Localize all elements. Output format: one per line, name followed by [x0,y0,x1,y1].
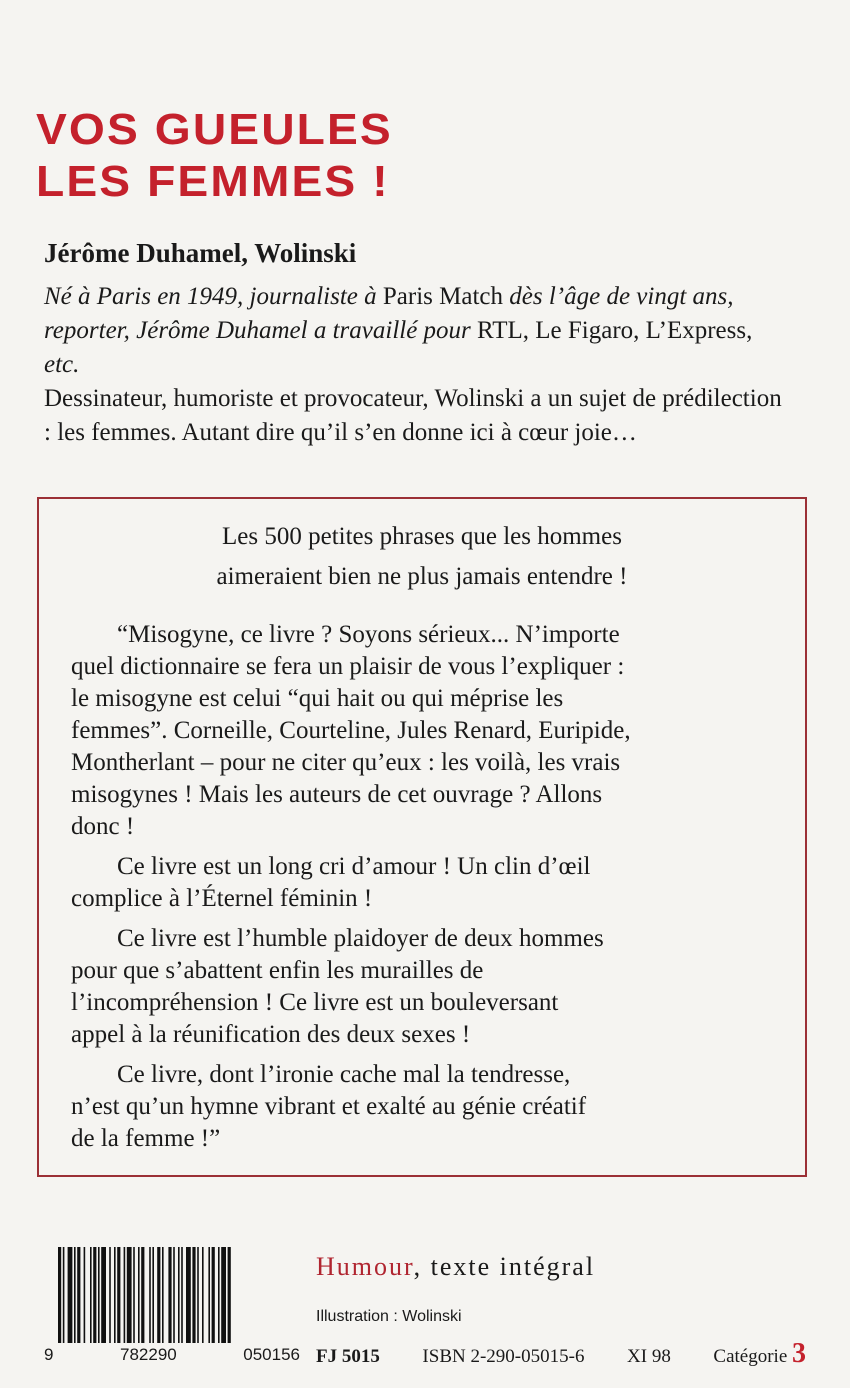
date-code: XI 98 [627,1346,671,1367]
genre-rest: , texte intégral [413,1252,596,1281]
barcode-digit-group: 9 [44,1345,54,1364]
barcode-bar [186,1247,191,1343]
catalog-codes [316,1338,806,1370]
barcode-bar [68,1247,73,1343]
barcode-bar [101,1247,106,1343]
fj-code: FJ 5015 [316,1346,380,1367]
barcode-bar [77,1247,80,1343]
barcode-bar [127,1247,132,1343]
quote-line: appel à la réunification des deux sexes ! [71,1021,471,1048]
bio-wolinski: Dessinateur, humoriste et provocateur, Wolinski a un sujet de prédilection : les femmes. Autant dire qu’il s’en donne ici à cœur joie… [44,385,782,446]
barcode-bar [90,1247,92,1343]
tagline-line: aimeraient bien ne plus jamais entendre ! [216,563,628,590]
genre-humour: Humour [316,1252,414,1281]
barcode-bar [74,1247,76,1343]
barcode-digits [44,1345,300,1365]
quote-line: complice à l’Éternel féminin ! [71,885,373,912]
barcode-bar [117,1247,120,1343]
barcode-bar [84,1247,86,1343]
quote-line: donc ! [71,813,135,840]
quote-line: “Misogyne, ce livre ? Soyons sérieux... N’importe [117,621,620,648]
quote-line: pour que s’abattent enfin les murailles de [71,957,484,984]
barcode-bar [168,1247,171,1343]
barcode-bar [63,1247,65,1343]
category-label: Catégorie [713,1346,788,1367]
quote-line: quel dictionnaire se fera un plaisir de vous l’expliquer : [71,653,625,680]
barcode-bar [58,1247,61,1343]
bio1-seg: Né à Paris en 1949, journaliste à [44,283,383,310]
barcode-bar [181,1247,183,1343]
quote-line: Ce livre, dont l’ironie cache mal la tendresse, [117,1061,571,1088]
quote-line: misogynes ! Mais les auteurs de cet ouvrage ? Allons [71,781,603,808]
quote-line: de la femme !” [71,1125,221,1152]
barcode-bar [173,1247,175,1343]
bio1-seg: etc. [44,351,80,378]
genre-label [316,1252,595,1282]
quote-paragraph [71,923,783,1051]
category [713,1338,806,1370]
barcode-bar [152,1247,154,1343]
blurb-quote [71,619,783,1163]
quote-line: Ce livre est un long cri d’amour ! Un clin d’œil [117,853,591,880]
bio1-seg: RTL, Le Figaro, L’Express, [477,317,753,344]
barcode-bar [218,1247,220,1343]
barcode-bar [221,1247,226,1343]
bio1-seg: Paris Match [382,283,504,310]
quote-line: l’incompréhension ! Ce livre est un bouleversant [71,989,559,1016]
barcode-digit-group: 782290 [120,1345,177,1364]
blurb-box [37,497,807,1177]
book-title [36,104,393,208]
quote-line: Montherlant – pour ne citer qu’eux : les voilà, les vrais [71,749,621,776]
tagline [39,517,805,597]
barcode-digit-group: 050156 [243,1345,300,1364]
quote-paragraph [71,619,783,843]
barcode-bar [138,1247,140,1343]
authors: Jérôme Duhamel, Wolinski [44,238,357,268]
barcode-bar [109,1247,111,1343]
barcode-bar [178,1247,180,1343]
isbn: ISBN 2-290-05015-6 [422,1346,585,1367]
barcode-bar [141,1247,144,1343]
bio1-seg: dès l’âge de vingt ans, reporter, Jérôme Duhamel a travaillé pour [44,283,734,344]
barcode-bar [124,1247,126,1343]
barcode-bar [133,1247,135,1343]
quote-paragraph [71,851,783,915]
quote-paragraph [71,1059,783,1155]
barcode [58,1247,296,1343]
barcode-bar [162,1247,164,1343]
barcode-bar [157,1247,160,1343]
barcode-bar [208,1247,210,1343]
illustration-credit: Illustration : Wolinski [316,1308,462,1325]
barcode-bar [192,1247,195,1343]
title-line-2: LES FEMMES ! [36,157,390,206]
quote-line: le misogyne est celui “qui hait ou qui méprise les [71,685,564,712]
barcode-bar [93,1247,96,1343]
bio-duhamel [44,280,784,382]
barcode-bar [212,1247,215,1343]
barcode-bars [58,1247,296,1343]
barcode-bar [228,1247,231,1343]
quote-line: femmes”. Corneille, Courteline, Jules Renard, Euripide, [71,717,631,744]
tagline-line: Les 500 petites phrases que les hommes [222,523,622,550]
barcode-bar [98,1247,100,1343]
barcode-bar [197,1247,199,1343]
title-line-1: VOS GUEULES [36,105,393,154]
barcode-bar [202,1247,204,1343]
barcode-bar [149,1247,151,1343]
barcode-bar [114,1247,116,1343]
quote-line: n’est qu’un hymne vibrant et exalté au génie créatif [71,1093,587,1120]
category-number: 3 [792,1338,806,1369]
quote-line: Ce livre est l’humble plaidoyer de deux hommes [117,925,604,952]
